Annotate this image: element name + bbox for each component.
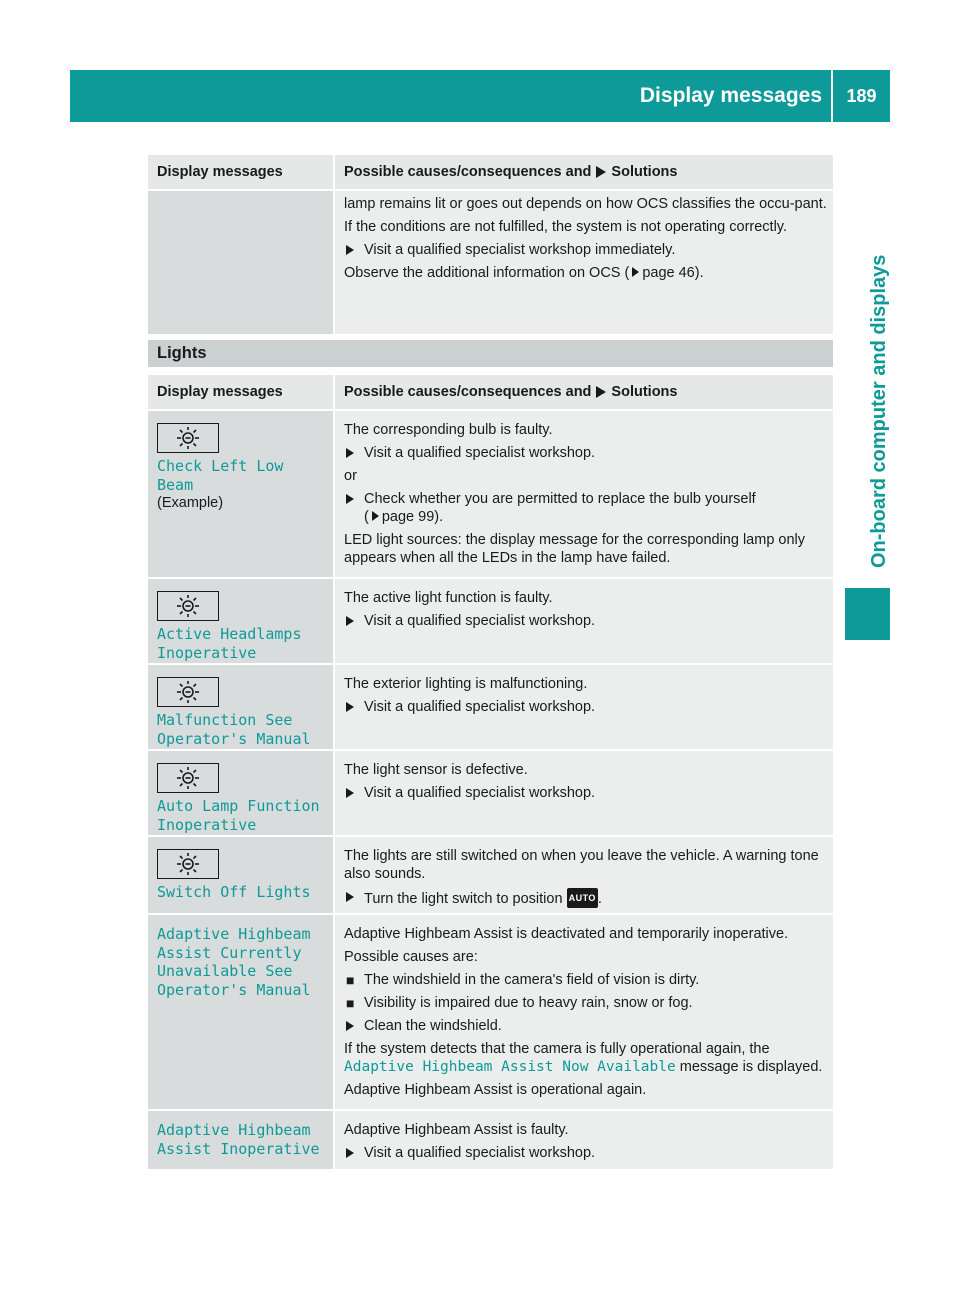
table-cell-message [148, 915, 335, 1109]
table-cell-message [148, 751, 335, 835]
text-line: The lights are still switched on when you leave the vehicle. A warning tone also sounds. [344, 848, 819, 882]
table-cell-solution [335, 579, 833, 663]
page-ref-arrow-icon [632, 267, 639, 277]
text-line: The light sensor is defective. [344, 762, 528, 778]
arrow-right-icon [596, 386, 606, 398]
solution-step: Clean the windshield. [344, 1017, 827, 1035]
table-cell-message [148, 191, 335, 334]
display-message-text: Active Headlamps [157, 625, 302, 643]
display-message-text: Switch Off Lights [157, 883, 311, 901]
section-bar-lights [148, 340, 833, 367]
text-line: Observe the additional information on OCS ( page 46). [344, 265, 704, 281]
light-bulb-icon [157, 423, 219, 453]
side-chapter-marker [845, 588, 890, 640]
table-cell-solution [335, 837, 833, 913]
step-arrow-icon [346, 245, 354, 255]
text-line: Possible causes are: [344, 949, 478, 965]
text-line: The corresponding bulb is faulty. [344, 422, 553, 438]
side-chapter-tab [845, 148, 890, 568]
solution-step: Check whether you are permitted to replace the bulb yourself ( page 99). [344, 490, 827, 526]
page-ref-link[interactable]: page 99). [381, 509, 444, 525]
inline-display-message: Adaptive Highbeam Assist Now Available [344, 1059, 676, 1075]
table-cell-message [148, 1111, 335, 1169]
table-cell-solution [335, 411, 833, 577]
table-row [148, 915, 833, 1111]
display-message-text: Inoperative [157, 815, 257, 834]
table-row [148, 191, 833, 336]
step-arrow-icon [346, 788, 354, 798]
cause-bullet: ■ Visibility is impaired due to heavy rain, snow or fog. [346, 995, 693, 1011]
display-message-text: Adaptive Highbeam [157, 925, 311, 943]
step-arrow-icon [346, 616, 354, 626]
page-ref-link[interactable]: page 46). [642, 265, 704, 281]
header-col-display-messages: Display messages [148, 155, 335, 189]
display-message-text: Operator's Manual [157, 729, 311, 748]
solution-step: Turn the light switch to position AUTO . [344, 888, 827, 908]
arrow-right-icon [596, 166, 606, 178]
table-row [148, 751, 833, 837]
table-header-row [148, 375, 833, 411]
header-col-causes-text: Possible causes/consequences and [344, 384, 592, 400]
table-row [148, 837, 833, 915]
solution-step: Visit a qualified specialist workshop. [344, 698, 827, 716]
text-line: If the conditions are not fulfilled, the system is not operating correctly. [344, 219, 788, 235]
page-header [70, 70, 890, 122]
table-cell-message [148, 665, 335, 749]
header-col-causes [335, 375, 833, 409]
text-line: LED light sources: the display message for the corresponding lamp only appears when all the LEDs in the lamp have failed. [344, 532, 806, 566]
display-message-text: Unavailable See [157, 962, 293, 980]
table-cell-solution [335, 915, 833, 1109]
section-title: Lights [157, 344, 207, 362]
table-cell-message [148, 579, 335, 663]
bullet-icon: ■ [346, 972, 355, 988]
lights-table [148, 375, 833, 1171]
table-row [148, 579, 833, 665]
page-number: 189 [846, 86, 877, 106]
step-arrow-icon [346, 702, 354, 712]
step-arrow-icon [346, 892, 354, 902]
cause-bullet: ■ The windshield in the camera's field of vision is dirty. [346, 972, 700, 988]
step-arrow-icon [346, 1148, 354, 1158]
light-bulb-icon [157, 591, 219, 621]
table-row [148, 411, 833, 579]
header-col-solutions-text: Solutions [611, 164, 678, 180]
solution-step: Visit a qualified specialist workshop. [344, 784, 827, 802]
header-col-display-messages: Display messages [148, 375, 335, 409]
display-message-text: Adaptive Highbeam [157, 1121, 311, 1139]
table-cell-solution [335, 191, 833, 334]
display-message-text: Check Left Low Beam [157, 457, 284, 494]
side-chapter-label: On-board computer and displays [868, 254, 890, 568]
display-message-text: Malfunction See [157, 711, 293, 729]
text-line: Adaptive Highbeam Assist is deactivated and temporarily inoperative. [344, 926, 789, 942]
solution-step: Visit a qualified specialist workshop. [344, 612, 827, 630]
header-col-causes [335, 155, 833, 189]
table-row [148, 665, 833, 751]
light-bulb-icon [157, 849, 219, 879]
display-message-text: Auto Lamp Function [157, 797, 320, 815]
table-cell-message [148, 837, 335, 913]
table-row [148, 1111, 833, 1171]
display-message-sub: (Example) [157, 495, 224, 511]
table-cell-solution [335, 751, 833, 835]
text-line: The active light function is faulty. [344, 590, 553, 606]
text-line: If the system detects that the camera is fully operational again, the Adaptive Highbeam Assist Now Available message is displayed. [344, 1041, 823, 1075]
step-arrow-icon [346, 1021, 354, 1031]
table-header-row [148, 155, 833, 191]
text-line: lamp remains lit or goes out depends on how OCS classifies the occu-pant. [344, 196, 827, 212]
light-bulb-icon [157, 677, 219, 707]
bullet-icon: ■ [346, 995, 355, 1011]
solution-step: Visit a qualified specialist workshop. [344, 1144, 827, 1162]
solution-step: Visit a qualified specialist workshop. [344, 444, 827, 462]
header-col-solutions-text: Solutions [611, 384, 678, 400]
header-title: Display messages [639, 84, 822, 107]
page-ref-arrow-icon [372, 511, 379, 521]
solution-step: Visit a qualified specialist workshop immediately. [344, 241, 827, 259]
text-line: The exterior lighting is malfunctioning. [344, 676, 588, 692]
text-line: Adaptive Highbeam Assist is operational again. [344, 1082, 647, 1098]
top-table [148, 155, 833, 336]
step-arrow-icon [346, 494, 354, 504]
step-arrow-icon [346, 448, 354, 458]
table-cell-message [148, 411, 335, 577]
text-line: or [344, 468, 357, 484]
display-message-text: Inoperative [157, 643, 257, 662]
header-col-causes-text: Possible causes/consequences and [344, 164, 592, 180]
display-message-text: Operator's Manual [157, 980, 311, 999]
table-cell-solution [335, 665, 833, 749]
auto-switch-icon: AUTO [567, 888, 598, 908]
text-line: Adaptive Highbeam Assist is faulty. [344, 1122, 569, 1138]
display-message-text: Assist Currently [157, 943, 302, 962]
display-message-text: Assist Inoperative [157, 1139, 320, 1158]
table-cell-solution [335, 1111, 833, 1169]
light-bulb-icon [157, 763, 219, 793]
